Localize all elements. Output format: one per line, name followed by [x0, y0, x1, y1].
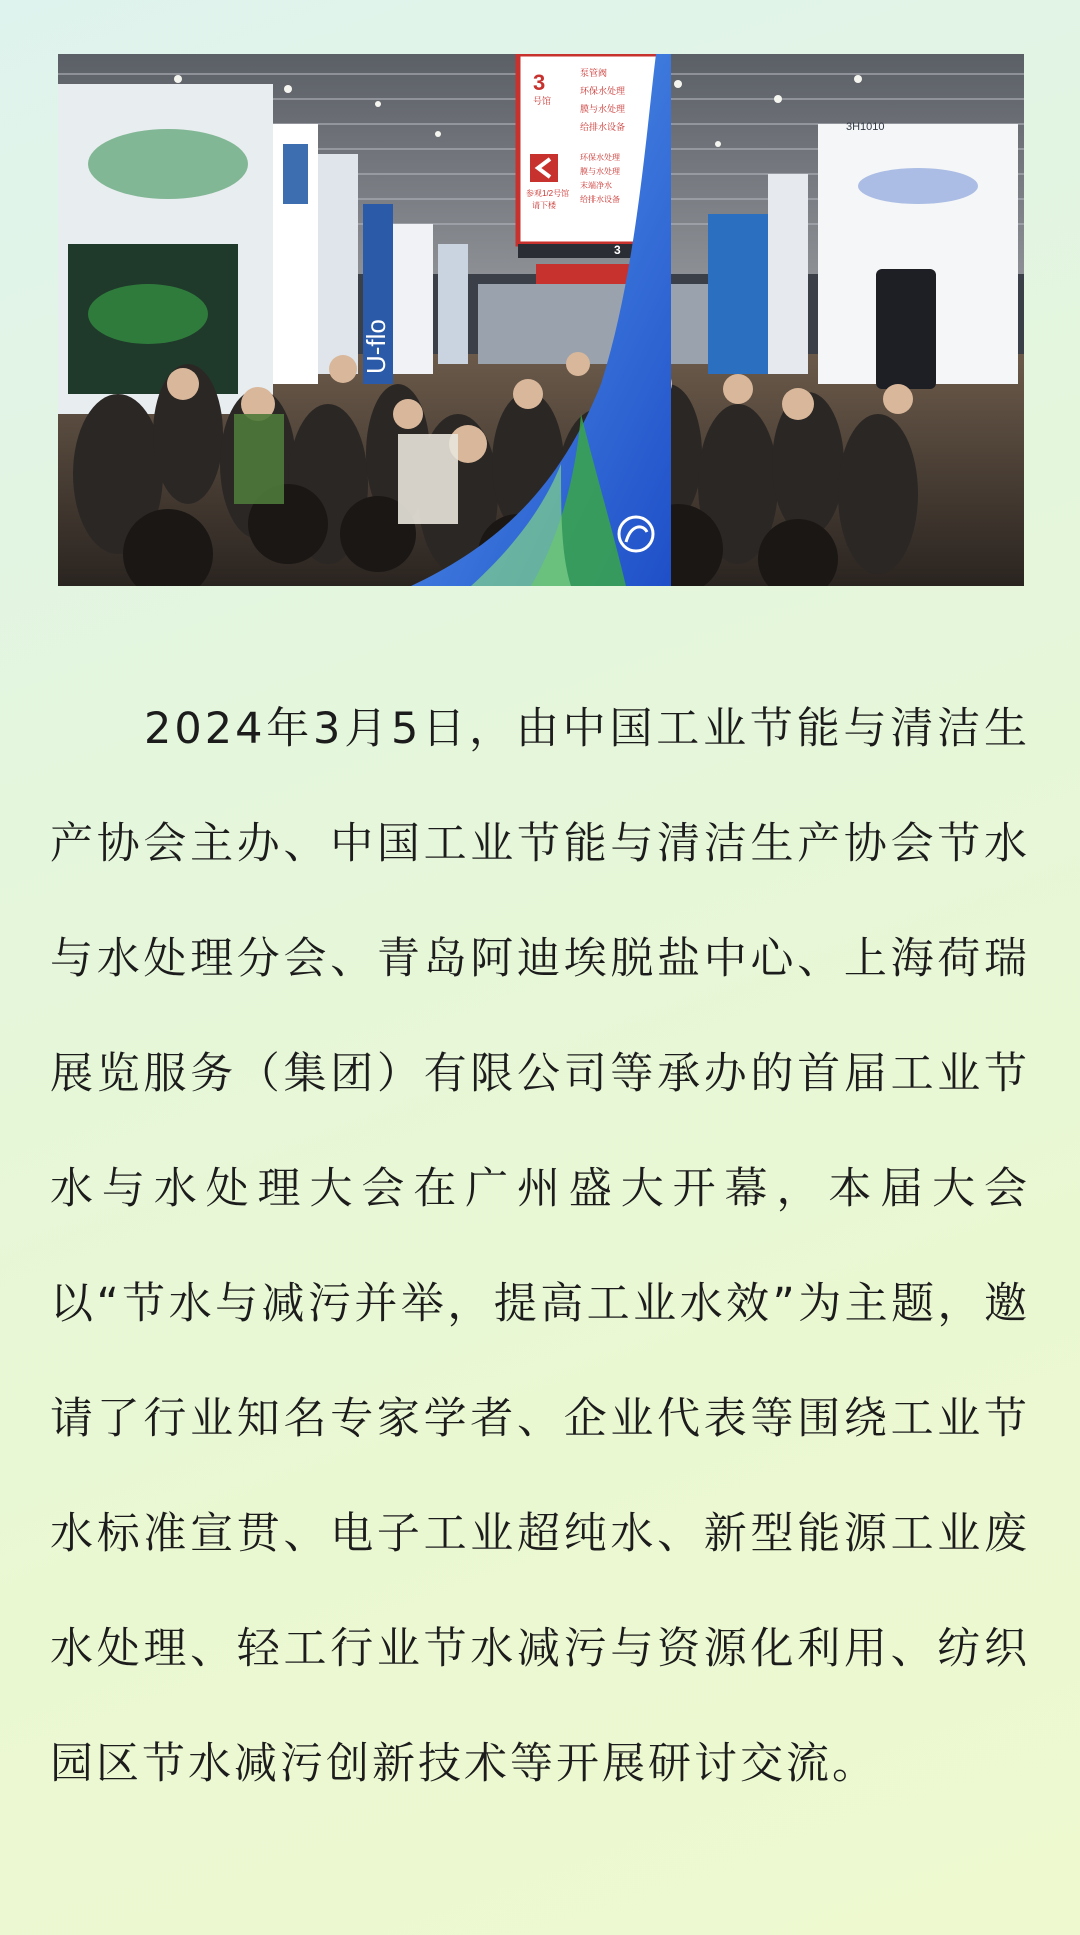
sign-line-4: 给排水设备 [580, 122, 626, 132]
corner-decoration [58, 54, 1024, 586]
hall-sub: 号馆 [533, 96, 552, 106]
gate-number: 3 [614, 243, 621, 257]
sign-direction-2: 请下楼 [532, 201, 556, 210]
sign-line-3: 膜与水处理 [580, 104, 626, 114]
booth-brand-text: U-flo [361, 319, 391, 374]
expo-photo [58, 54, 1024, 586]
sign-line-2: 环保水处理 [580, 86, 626, 96]
sign-lower-4: 给排水设备 [580, 195, 620, 204]
sign-lower-2: 膜与水处理 [580, 167, 620, 176]
sign-direction: 参观1/2号馆 [526, 189, 570, 198]
article-paragraph: 2024年3月5日，由中国工业节能与清洁生产协会主办、中国工业节能与清洁生产协会节水与水处理分会、青岛阿迪埃脱盐中心、上海荷瑞展览服务（集团）有限公司等承办的首届工业节水与水处理大会在广州盛大开幕，本届大会以“节水与减污并举，提高工业水效”为主题，邀请了行业知名专家学者、企业代表等围绕工业节水标准宣贯、电子工业超纯水、新型能源工业废水处理、轻工行业节水减污与资源化利用、纺织园区节水减污创新技术等开展研讨交流。 [50, 704, 1030, 1789]
sign-lower-3: 末端净水 [580, 181, 612, 190]
booth-number: 3H1010 [846, 121, 885, 133]
sign-line-1: 泵管阀 [580, 68, 608, 78]
sign-lower-1: 环保水处理 [580, 153, 620, 162]
hall-number: 3 [533, 70, 546, 95]
